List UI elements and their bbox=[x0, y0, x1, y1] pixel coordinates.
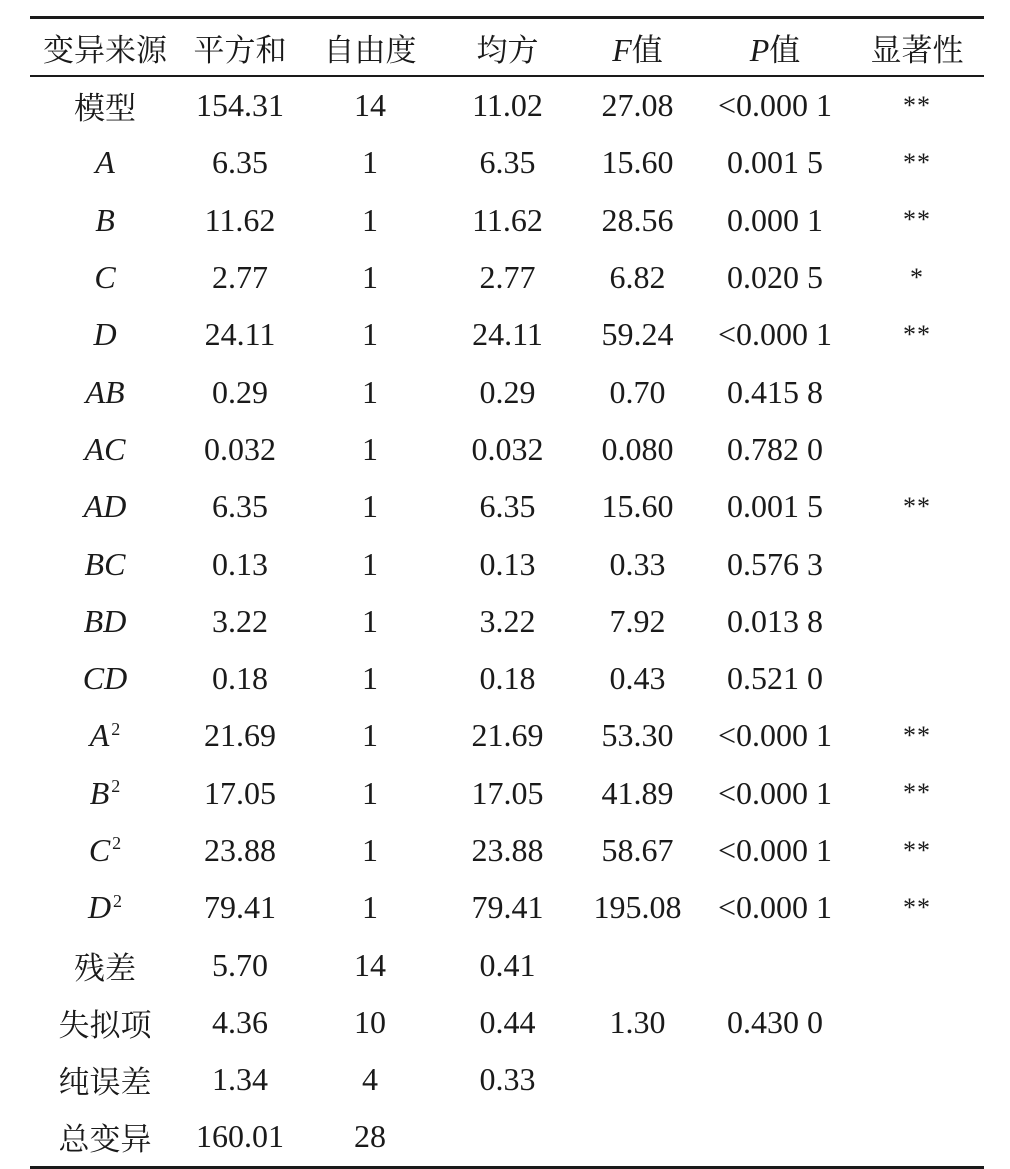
cell-degrees-of-freedom: 1 bbox=[362, 774, 378, 811]
cell-f-value bbox=[575, 936, 700, 993]
cell-degrees-of-freedom: 1 bbox=[362, 201, 378, 238]
cell-f-value: 0.43 bbox=[609, 660, 666, 697]
table-row bbox=[30, 192, 984, 249]
cell-degrees-of-freedom: 1 bbox=[362, 717, 378, 754]
cell-sum-of-squares: 11.62 bbox=[204, 201, 276, 238]
cell-mean-square: 6.35 bbox=[479, 488, 536, 525]
cell-source bbox=[30, 535, 180, 592]
source-label: A bbox=[89, 717, 110, 754]
cell-sum-of-squares: 3.22 bbox=[212, 602, 268, 639]
cell-degrees-of-freedom: 1 bbox=[362, 316, 378, 353]
cell-sum-of-squares: 0.13 bbox=[212, 545, 268, 582]
cell-significance bbox=[850, 535, 984, 592]
header-row bbox=[30, 18, 984, 77]
cell-mean-square: 11.02 bbox=[472, 87, 543, 124]
cell-source bbox=[30, 478, 180, 535]
cell-degrees-of-freedom: 1 bbox=[362, 832, 378, 868]
cell-p-value: <0.000 1 bbox=[717, 316, 833, 353]
cell-degrees-of-freedom: 1 bbox=[362, 430, 378, 467]
cell-p-value: <0.000 1 bbox=[717, 889, 833, 926]
cell-source bbox=[30, 76, 180, 134]
header-label: 自由度 bbox=[323, 32, 417, 69]
cell-mean-square bbox=[440, 1108, 575, 1167]
table-row bbox=[30, 363, 984, 420]
cell-p-value: 0.576 3 bbox=[727, 545, 823, 582]
header-sum-of-squares bbox=[180, 18, 300, 77]
table-row bbox=[30, 421, 984, 478]
cell-degrees-of-freedom: 14 bbox=[354, 946, 386, 983]
cell-source bbox=[30, 1051, 180, 1108]
cell-mean-square: 17.05 bbox=[471, 774, 544, 811]
cell-sum-of-squares: 4.36 bbox=[212, 1003, 268, 1040]
cell-source bbox=[30, 650, 180, 707]
cell-sum-of-squares: 6.35 bbox=[212, 144, 268, 181]
source-label: 失拟项 bbox=[58, 1007, 152, 1044]
cell-source bbox=[30, 363, 180, 420]
cell-mean-square: 0.032 bbox=[471, 430, 544, 467]
header-label: 显著性 bbox=[870, 32, 964, 69]
cell-degrees-of-freedom: 1 bbox=[362, 889, 378, 926]
cell-degrees-of-freedom: 1 bbox=[362, 259, 378, 296]
cell-degrees-of-freedom: 28 bbox=[354, 1118, 386, 1155]
cell-source bbox=[30, 822, 180, 879]
table-row bbox=[30, 650, 984, 707]
cell-source bbox=[30, 249, 180, 306]
header-label: 值 bbox=[631, 32, 663, 69]
cell-degrees-of-freedom: 4 bbox=[362, 1061, 378, 1098]
cell-degrees-of-freedom: 1 bbox=[362, 602, 378, 639]
cell-f-value: 41.89 bbox=[601, 774, 674, 811]
cell-mean-square: 2.77 bbox=[479, 259, 536, 296]
cell-significance: ** bbox=[903, 778, 931, 808]
table-row bbox=[30, 478, 984, 535]
cell-f-value: 7.92 bbox=[609, 602, 666, 639]
cell-f-value: 53.30 bbox=[601, 717, 674, 754]
cell-f-value: 15.60 bbox=[601, 144, 674, 181]
header-label: 值 bbox=[769, 32, 801, 69]
cell-p-value: 0.782 0 bbox=[727, 430, 823, 467]
cell-sum-of-squares: 0.032 bbox=[204, 430, 276, 467]
cell-sum-of-squares: 1.34 bbox=[212, 1061, 268, 1098]
table-row bbox=[30, 306, 984, 363]
cell-significance bbox=[850, 363, 984, 420]
cell-source bbox=[30, 134, 180, 191]
cell-significance: * bbox=[910, 262, 924, 292]
cell-source bbox=[30, 421, 180, 478]
source-label: BD bbox=[83, 602, 127, 639]
table-row bbox=[30, 249, 984, 306]
source-label: A bbox=[95, 144, 115, 181]
cell-significance bbox=[850, 593, 984, 650]
cell-source bbox=[30, 593, 180, 650]
table-row bbox=[30, 879, 984, 936]
source-label: 残差 bbox=[74, 950, 136, 987]
cell-source bbox=[30, 192, 180, 249]
cell-p-value: 0.415 8 bbox=[727, 373, 823, 410]
cell-p-value: <0.000 1 bbox=[717, 832, 833, 868]
source-label: 总变异 bbox=[58, 1122, 152, 1159]
cell-degrees-of-freedom: 14 bbox=[354, 87, 386, 124]
cell-p-value: 0.013 8 bbox=[727, 602, 823, 639]
cell-sum-of-squares: 24.11 bbox=[204, 316, 276, 353]
cell-f-value: 0.080 bbox=[601, 430, 674, 467]
source-label: 模型 bbox=[74, 91, 136, 128]
cell-sum-of-squares: 154.31 bbox=[196, 87, 284, 124]
header-label: 均方 bbox=[476, 32, 539, 69]
cell-p-value: 0.020 5 bbox=[727, 259, 823, 296]
cell-p-value: <0.000 1 bbox=[717, 774, 833, 811]
cell-mean-square: 24.11 bbox=[472, 316, 543, 353]
table-row bbox=[30, 1051, 984, 1108]
source-exponent: 2 bbox=[111, 718, 121, 739]
table-row bbox=[30, 994, 984, 1051]
table-row bbox=[30, 1108, 984, 1167]
header-source bbox=[30, 18, 180, 77]
cell-f-value bbox=[575, 1108, 700, 1167]
source-label: B bbox=[89, 774, 110, 811]
cell-degrees-of-freedom: 1 bbox=[362, 144, 378, 181]
cell-significance: ** bbox=[903, 205, 931, 235]
cell-sum-of-squares: 23.88 bbox=[204, 832, 276, 868]
source-label: B bbox=[95, 201, 115, 238]
cell-significance: ** bbox=[903, 319, 931, 349]
cell-source bbox=[30, 765, 180, 822]
cell-f-value: 0.33 bbox=[609, 545, 666, 582]
header-degrees-of-freedom bbox=[300, 18, 440, 77]
cell-sum-of-squares: 6.35 bbox=[212, 488, 268, 525]
cell-mean-square: 6.35 bbox=[479, 144, 536, 181]
source-label: 纯误差 bbox=[58, 1065, 152, 1102]
table-row bbox=[30, 765, 984, 822]
source-label: CD bbox=[82, 660, 128, 697]
cell-source bbox=[30, 1108, 180, 1167]
header-f-value bbox=[575, 18, 700, 77]
cell-p-value bbox=[700, 1108, 850, 1167]
source-label: BC bbox=[84, 545, 126, 582]
header-symbol: P bbox=[749, 31, 770, 68]
source-label: AD bbox=[83, 488, 127, 525]
cell-p-value bbox=[700, 1051, 850, 1108]
source-label: C bbox=[88, 832, 111, 868]
cell-source bbox=[30, 936, 180, 993]
header-label: 变异来源 bbox=[43, 32, 167, 69]
table-row bbox=[30, 593, 984, 650]
anova-table bbox=[30, 16, 984, 1169]
cell-source bbox=[30, 707, 180, 764]
cell-p-value bbox=[700, 936, 850, 993]
table-row bbox=[30, 76, 984, 134]
source-exponent: 2 bbox=[112, 833, 122, 854]
cell-mean-square: 3.22 bbox=[479, 602, 536, 639]
cell-sum-of-squares: 2.77 bbox=[212, 259, 268, 296]
source-label: D bbox=[87, 889, 112, 926]
source-label: AC bbox=[84, 430, 126, 467]
header-symbol: F bbox=[612, 31, 632, 68]
cell-p-value: <0.000 1 bbox=[717, 87, 833, 124]
cell-significance: ** bbox=[903, 720, 931, 750]
cell-mean-square: 0.29 bbox=[479, 373, 536, 410]
cell-f-value: 0.70 bbox=[609, 373, 666, 410]
table-body bbox=[30, 76, 984, 1167]
cell-source bbox=[30, 879, 180, 936]
cell-significance bbox=[850, 421, 984, 478]
cell-significance: ** bbox=[903, 147, 931, 177]
cell-f-value: 6.82 bbox=[609, 259, 666, 296]
cell-significance bbox=[850, 650, 984, 707]
header-mean-square bbox=[440, 18, 575, 77]
cell-significance: ** bbox=[903, 835, 931, 865]
anova-table-container bbox=[30, 16, 984, 1169]
cell-sum-of-squares: 17.05 bbox=[204, 774, 276, 811]
cell-mean-square: 0.13 bbox=[479, 545, 536, 582]
table-row bbox=[30, 707, 984, 764]
cell-p-value: 0.001 5 bbox=[727, 144, 823, 181]
cell-degrees-of-freedom: 1 bbox=[362, 660, 378, 697]
cell-significance bbox=[850, 1051, 984, 1108]
cell-degrees-of-freedom: 10 bbox=[354, 1003, 386, 1040]
header-significance bbox=[850, 18, 984, 77]
cell-f-value: 58.67 bbox=[601, 832, 674, 868]
header-p-value bbox=[700, 18, 850, 77]
cell-f-value: 1.30 bbox=[609, 1003, 666, 1040]
cell-p-value: <0.000 1 bbox=[717, 717, 833, 754]
cell-f-value: 27.08 bbox=[601, 87, 674, 124]
cell-mean-square: 0.41 bbox=[479, 946, 536, 983]
cell-f-value bbox=[575, 1051, 700, 1108]
table-row bbox=[30, 134, 984, 191]
cell-mean-square: 11.62 bbox=[472, 201, 543, 238]
cell-mean-square: 0.33 bbox=[479, 1061, 536, 1098]
source-label: C bbox=[94, 259, 116, 296]
cell-significance bbox=[850, 994, 984, 1051]
table-row bbox=[30, 535, 984, 592]
cell-significance: ** bbox=[903, 90, 931, 120]
cell-f-value: 28.56 bbox=[601, 201, 674, 238]
cell-sum-of-squares: 21.69 bbox=[204, 717, 276, 754]
cell-degrees-of-freedom: 1 bbox=[362, 545, 378, 582]
cell-significance bbox=[850, 1108, 984, 1167]
cell-mean-square: 79.41 bbox=[471, 889, 544, 926]
header-label: 平方和 bbox=[193, 32, 287, 69]
cell-significance bbox=[850, 936, 984, 993]
source-exponent: 2 bbox=[111, 776, 121, 797]
source-label: AB bbox=[85, 373, 125, 410]
cell-sum-of-squares: 160.01 bbox=[196, 1118, 284, 1155]
cell-mean-square: 0.18 bbox=[479, 660, 536, 697]
cell-mean-square: 23.88 bbox=[471, 832, 544, 868]
cell-significance: ** bbox=[903, 892, 931, 922]
cell-p-value: 0.430 0 bbox=[727, 1003, 823, 1040]
table-row bbox=[30, 822, 984, 879]
cell-f-value: 59.24 bbox=[601, 316, 674, 353]
cell-f-value: 15.60 bbox=[601, 488, 674, 525]
cell-sum-of-squares: 0.18 bbox=[212, 660, 268, 697]
cell-sum-of-squares: 5.70 bbox=[212, 946, 268, 983]
cell-mean-square: 0.44 bbox=[479, 1003, 536, 1040]
cell-p-value: 0.001 5 bbox=[727, 488, 823, 525]
cell-significance: ** bbox=[903, 491, 931, 521]
cell-sum-of-squares: 79.41 bbox=[204, 889, 276, 926]
source-exponent: 2 bbox=[113, 890, 123, 911]
cell-degrees-of-freedom: 1 bbox=[362, 488, 378, 525]
table-row bbox=[30, 936, 984, 993]
table-header bbox=[30, 18, 984, 77]
cell-source bbox=[30, 994, 180, 1051]
cell-degrees-of-freedom: 1 bbox=[362, 373, 378, 410]
cell-p-value: 0.000 1 bbox=[727, 201, 823, 238]
cell-sum-of-squares: 0.29 bbox=[212, 373, 268, 410]
cell-mean-square: 21.69 bbox=[471, 717, 544, 754]
cell-p-value: 0.521 0 bbox=[727, 660, 823, 697]
source-label: D bbox=[93, 316, 117, 353]
cell-f-value: 195.08 bbox=[593, 889, 682, 926]
cell-source bbox=[30, 306, 180, 363]
